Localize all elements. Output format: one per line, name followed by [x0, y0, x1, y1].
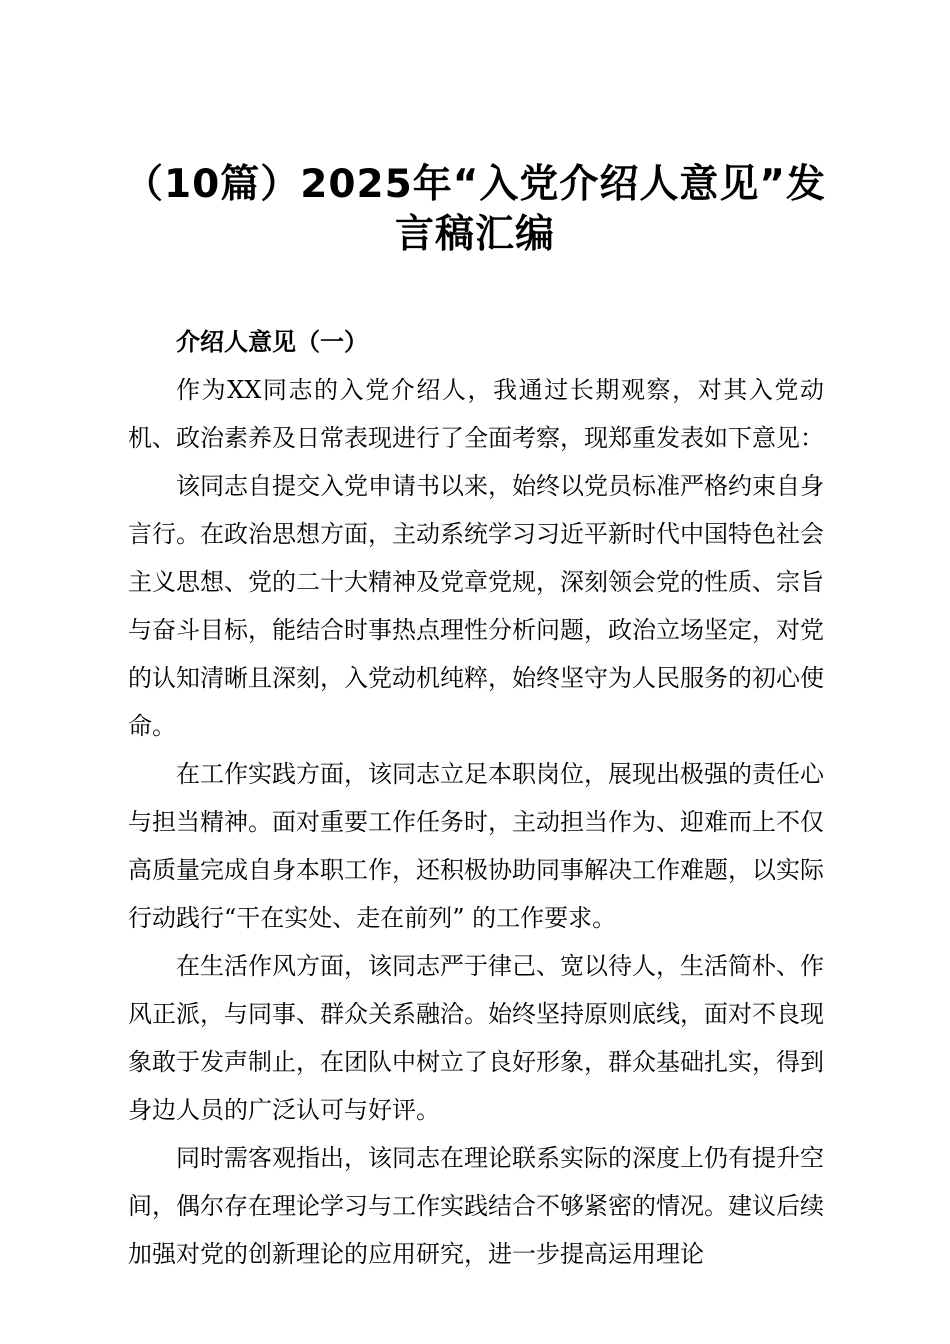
paragraph-life-style: 在生活作风方面，该同志严于律己、宽以待人，生活简朴、作风正派，与同事、群众关系融洽。始终坚持原则底线，面对不良现象敢于发声制止，在团队中树立了良好形象，群众基础扎实，得到身边人员的广泛认可与好评。: [128, 952, 824, 1124]
paragraph-political-thought: 该同志自提交入党申请书以来，始终以党员标准严格约束自身言行。在政治思想方面，主动系统学习习近平新时代中国特色社会主义思想、党的二十大精神及党章党规，深刻领会党的性质、宗旨与奋斗目标，能结合时事热点理性分析问题，政治立场坚定，对党的认知清晰且深刻，入党动机纯粹，始终坚守为人民服务的初心使命。: [128, 472, 824, 740]
document-body: [128, 318, 824, 1278]
paragraph-shortcomings: 同时需客观指出，该同志在理论联系实际的深度上仍有提升空间，偶尔存在理论学习与工作实践结合不够紧密的情况。建议后续加强对党的创新理论的应用研究，进一步提高运用理论: [128, 1144, 824, 1268]
document-title: （10篇）2025年“入党介绍人意见”发言稿汇编: [123, 162, 827, 257]
section-heading: 介绍人意见（一）: [176, 328, 368, 356]
paragraph-intro: 作为XX同志的入党介绍人，我通过长期观察，对其入党动机、政治素养及日常表现进行了全面考察，现郑重发表如下意见：: [128, 376, 824, 452]
paragraph-work-practice: 在工作实践方面，该同志立足本职岗位，展现出极强的责任心与担当精神。面对重要工作任务时，主动担当作为、迎难而上不仅高质量完成自身本职工作，还积极协助同事解决工作难题，以实际行动践行“干在实处、走在前列” 的工作要求。: [128, 760, 824, 932]
